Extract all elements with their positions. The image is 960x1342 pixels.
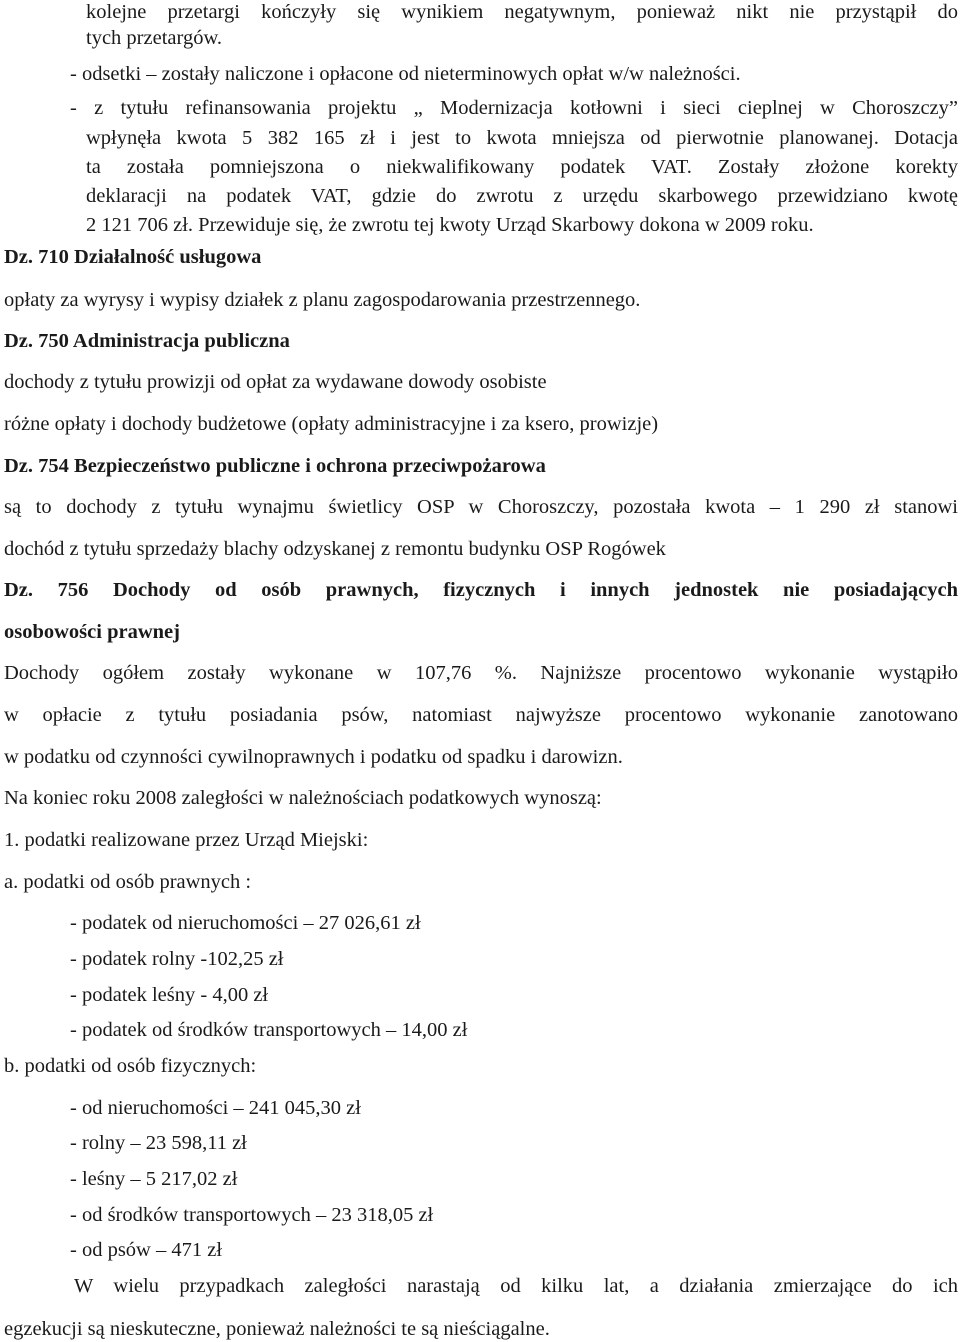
paragraph-line: w podatku od czynności cywilnoprawnych i podatku od spadku i darowizn. — [4, 746, 623, 768]
list-item: - od nieruchomości – 241 045,30 zł — [70, 1097, 361, 1119]
list-item: - rolny – 23 598,11 zł — [70, 1132, 247, 1154]
section-heading: Dz. 754 Bezpieczeństwo publiczne i ochrona przeciwpożarowa — [4, 455, 546, 477]
paragraph-line: ta została pomniejszona o niekwalifikowany podatek VAT. Zostały złożone korekty — [86, 156, 958, 178]
paragraph-line: Dochody ogółem zostały wykonane w 107,76 %. Najniższe procentowo wykonanie wystąpiło — [4, 662, 958, 684]
paragraph-line: kolejne przetargi kończyły się wynikiem negatywnym, ponieważ nikt nie przystąpił do — [86, 1, 958, 23]
list-heading: b. podatki od osób fizycznych: — [4, 1055, 257, 1077]
paragraph-line: dochody z tytułu prowizji od opłat za wydawane dowody osobiste — [4, 371, 547, 393]
paragraph-line: różne opłaty i dochody budżetowe (opłaty administracyjne i za ksero, prowizje) — [4, 413, 659, 435]
paragraph-line: deklaracji na podatek VAT, gdzie do zwrotu z urzędu skarbowego przewidziano kwotę — [86, 185, 958, 207]
list-item: - od środków transportowych – 23 318,05 zł — [70, 1204, 434, 1226]
list-item: - od psów – 471 zł — [70, 1239, 223, 1261]
paragraph-line: Na koniec roku 2008 zaległości w należnościach podatkowych wynoszą: — [4, 787, 602, 809]
list-item: - odsetki – zostały naliczone i opłacone od nieterminowych opłat w/w należności. — [70, 63, 741, 85]
list-item: - podatek rolny -102,25 zł — [70, 948, 284, 970]
section-heading: Dz. 756 Dochody od osób prawnych, fizycznych i innych jednostek nie posiadających — [4, 579, 958, 601]
list-item: - podatek leśny - 4,00 zł — [70, 984, 269, 1006]
paragraph-line: 2 121 706 zł. Przewiduje się, że zwrotu tej kwoty Urząd Skarbowy dokona w 2009 roku. — [86, 214, 814, 236]
paragraph-line: W wielu przypadkach zaległości narastają od kilku lat, a działania zmierzające do ich — [74, 1275, 958, 1297]
list-item: - z tytułu refinansowania projektu „ Modernizacja kotłowni i sieci cieplnej w Choroszczy” — [70, 97, 958, 119]
paragraph-line: egzekucji są nieskuteczne, ponieważ należności te są nieściągalne. — [4, 1318, 550, 1340]
paragraph-line: są to dochody z tytułu wynajmu świetlicy OSP w Choroszczy, pozostała kwota – 1 290 zł stanowi — [4, 496, 958, 518]
list-heading: a. podatki od osób prawnych : — [4, 871, 252, 893]
paragraph-line: opłaty za wyrysy i wypisy działek z planu zagospodarowania przestrzennego. — [4, 289, 641, 311]
list-item: - podatek od nieruchomości – 27 026,61 zł — [70, 912, 421, 934]
section-heading: osobowości prawnej — [4, 621, 180, 643]
paragraph-line: w opłacie z tytułu posiadania psów, natomiast najwyższe procentowo wykonanie zanotowano — [4, 704, 958, 726]
list-item: - podatek od środków transportowych – 14,00 zł — [70, 1019, 468, 1041]
paragraph-line: dochód z tytułu sprzedaży blachy odzyskanej z remontu budynku OSP Rogówek — [4, 538, 666, 560]
list-heading: 1. podatki realizowane przez Urząd Miejski: — [4, 829, 369, 851]
section-heading: Dz. 710 Działalność usługowa — [4, 246, 262, 268]
paragraph-line: tych przetargów. — [86, 27, 223, 49]
list-item: - leśny – 5 217,02 zł — [70, 1168, 238, 1190]
section-heading: Dz. 750 Administracja publiczna — [4, 330, 290, 352]
paragraph-line: wpłynęła kwota 5 382 165 zł i jest to kwota mniejsza od pierwotnie planowanej. Dotacja — [86, 127, 958, 149]
